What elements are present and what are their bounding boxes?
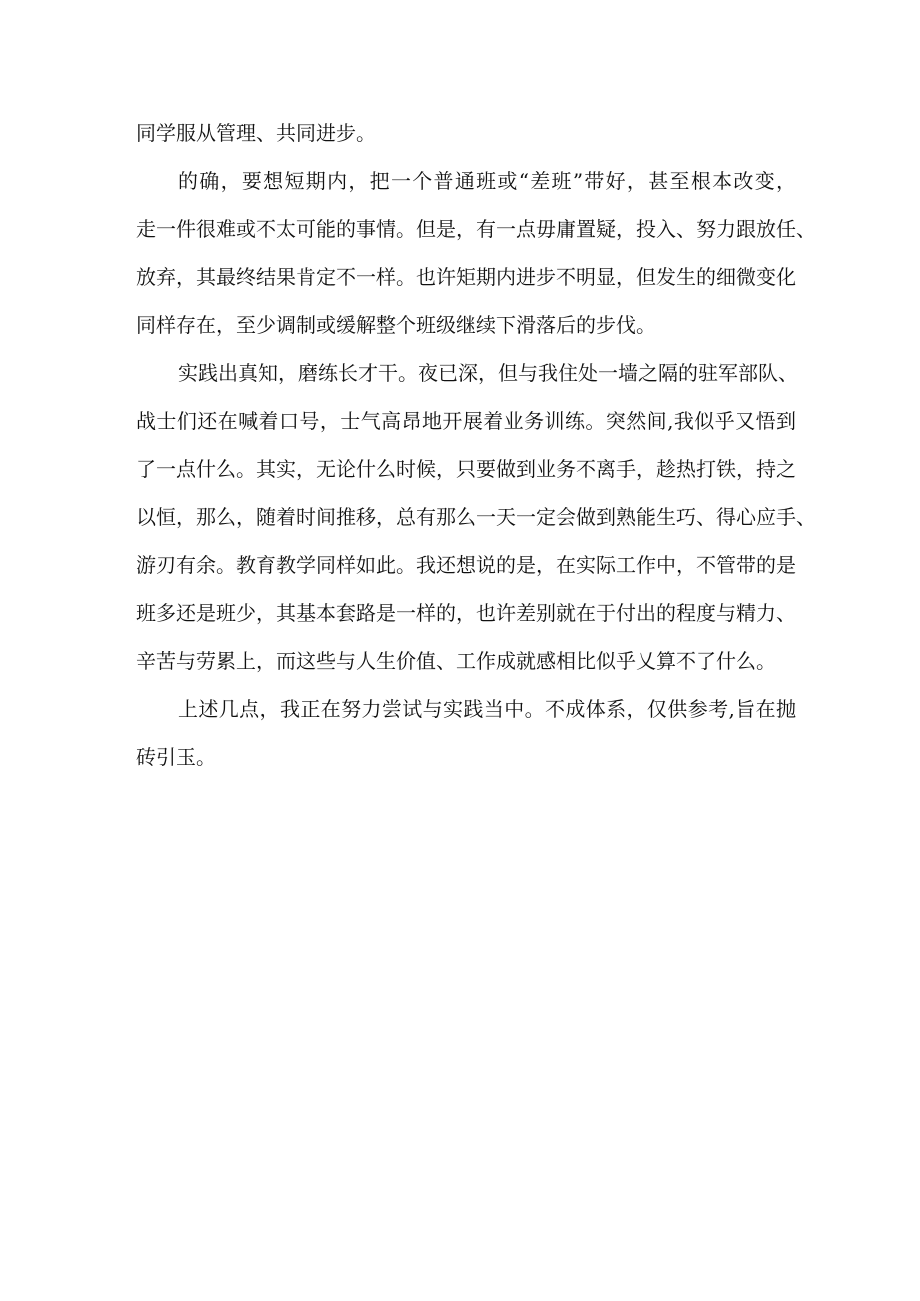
text-line: 走一件很难或不太可能的事情。但是，有一点毋庸置疑，投入、努力跟放任、 — [136, 217, 816, 241]
text-line: 同学服从管理、共同进步。 — [136, 121, 376, 145]
text-line: 班多还是班少，其基本套路是一样的，也许差别就在于付出的程度与精力、 — [136, 601, 796, 625]
text-line: 游刃有余。教育教学同样如此。我还想说的是，在实际工作中，不管带的是 — [136, 553, 796, 577]
text-line: 战士们还在喊着口号，士气高昂地开展着业务训练。突然间,我似乎又悟到 — [136, 409, 796, 433]
text-line: 以恒，那么，随着时间推移，总有那么一天一定会做到熟能生巧、得心应手、 — [136, 505, 816, 529]
text-line: 辛苦与劳累上，而这些与人生价值、工作成就感相比似乎乂算不了什么。 — [136, 649, 776, 673]
document-body — [136, 109, 816, 781]
paragraph-first-line: 的确，要想短期内，把一个普通班或“差班”带好，甚至根本改变， — [178, 169, 796, 193]
paragraph-first-line: 上述几点，我正在努力尝试与实践当中。不成体系，仅供参考,旨在抛 — [178, 697, 796, 721]
text-line: 砖引玉。 — [136, 745, 216, 769]
paragraph-first-line: 实践出真知，磨练长才干。夜已深，但与我住处一墙之隔的驻军部队、 — [178, 361, 798, 385]
text-line: 同样存在，至少调制或缓解整个班级继续下滑落后的步伐。 — [136, 313, 656, 337]
text-line: 了一点什么。其实，无论什么时候，只要做到业务不离手，趁热打铁，持之 — [136, 457, 796, 481]
text-line: 放弃，其最终结果肯定不一样。也许矩期内进步不明显，但发生的细微变化 — [136, 265, 796, 289]
